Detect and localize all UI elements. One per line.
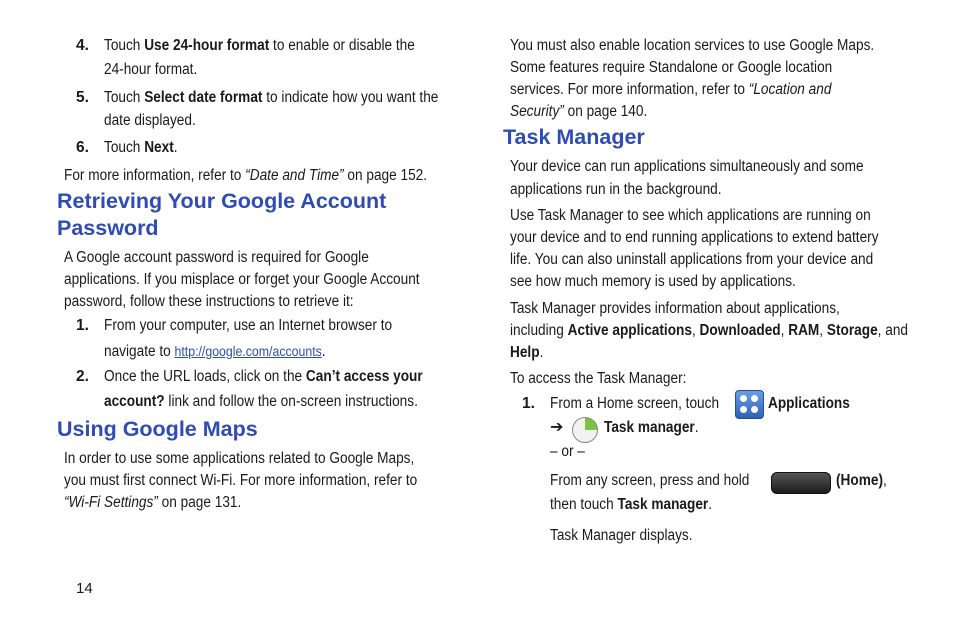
step-text-cont: navigate to http://google.com/accounts. [104,343,326,360]
step-text-cont: then touch Task manager. [550,496,713,513]
step-number: 4. [76,37,89,54]
step-text: Once the URL loads, click on the Can’t access your [104,368,423,385]
step-text: Touch Next. [104,139,178,156]
paragraph-line: You must also enable location services to use Google Maps. [510,37,875,54]
paragraph-line: Your device can run applications simultaneously and some [510,158,864,175]
home-key-icon[interactable] [771,472,831,494]
step-text-cont: date displayed. [104,112,196,129]
step-number: 2. [76,368,89,385]
step-number: 1. [522,395,535,412]
paragraph-line: “Wi-Fi Settings” on page 131. [64,494,242,511]
section-heading: Retrieving Your Google Account [57,189,387,213]
step-text: Touch Use 24-hour format to enable or disable the [104,37,415,54]
paragraph-line: applications run in the background. [510,181,722,198]
section-heading: Task Manager [503,125,645,149]
paragraph-line: Task Manager provides information about applications, [510,300,840,317]
step-text: From your computer, use an Internet browser to [104,317,393,334]
paragraph-line: Security” on page 140. [510,103,648,120]
step-text-cont: 24-hour format. [104,61,198,78]
google-accounts-link[interactable]: http://google.com/accounts [174,343,322,359]
paragraph-line: In order to use some applications related to Google Maps, [64,450,415,467]
paragraph-line: life. You can also uninstall applications from your device and [510,251,874,268]
paragraph-line: you must first connect Wi-Fi. For more information, refer to [64,472,418,489]
home-label: (Home), [836,472,887,489]
reference-text: For more information, refer to “Date and Time” on page 152. [64,167,428,184]
paragraph-line: including Active applications, Downloaded, RAM, Storage, and [510,322,909,339]
paragraph-line: Task Manager displays. [550,527,693,544]
paragraph-line: A Google account password is required for Google [64,249,369,266]
step-text: Touch Select date format to indicate how you want the [104,89,439,106]
task-manager-pie-icon[interactable] [572,417,598,443]
step-number: 6. [76,139,89,156]
page-number: 14 [76,580,93,597]
arrow-right-icon: ➔ [550,419,564,436]
applications-label: Applications [768,395,850,412]
paragraph-line: To access the Task Manager: [510,370,687,387]
paragraph-line: services. For more information, refer to “Location and [510,81,832,98]
paragraph-line: your device and to end running applications to extend battery [510,229,879,246]
section-heading: Using Google Maps [57,417,258,441]
step-text-cont: account? link and follow the on-screen instructions. [104,393,418,410]
paragraph-line: password, follow these instructions to retrieve it: [64,293,354,310]
paragraph-line: applications. If you misplace or forget your Google Account [64,271,420,288]
step-number: 5. [76,89,89,106]
step-text: From a Home screen, touch [550,395,720,412]
applications-grid-icon[interactable] [735,390,764,419]
step-number: 1. [76,317,89,334]
paragraph-line: Use Task Manager to see which applications are running on [510,207,871,224]
paragraph-line: Some features require Standalone or Google location [510,59,833,76]
step-text: From any screen, press and hold [550,472,750,489]
task-manager-label: Task manager. [604,419,699,436]
paragraph-line: see how much memory is used by applications. [510,273,796,290]
or-separator: – or – [550,443,585,460]
paragraph-line: Help. [510,344,544,361]
section-heading-cont: Password [57,216,159,240]
